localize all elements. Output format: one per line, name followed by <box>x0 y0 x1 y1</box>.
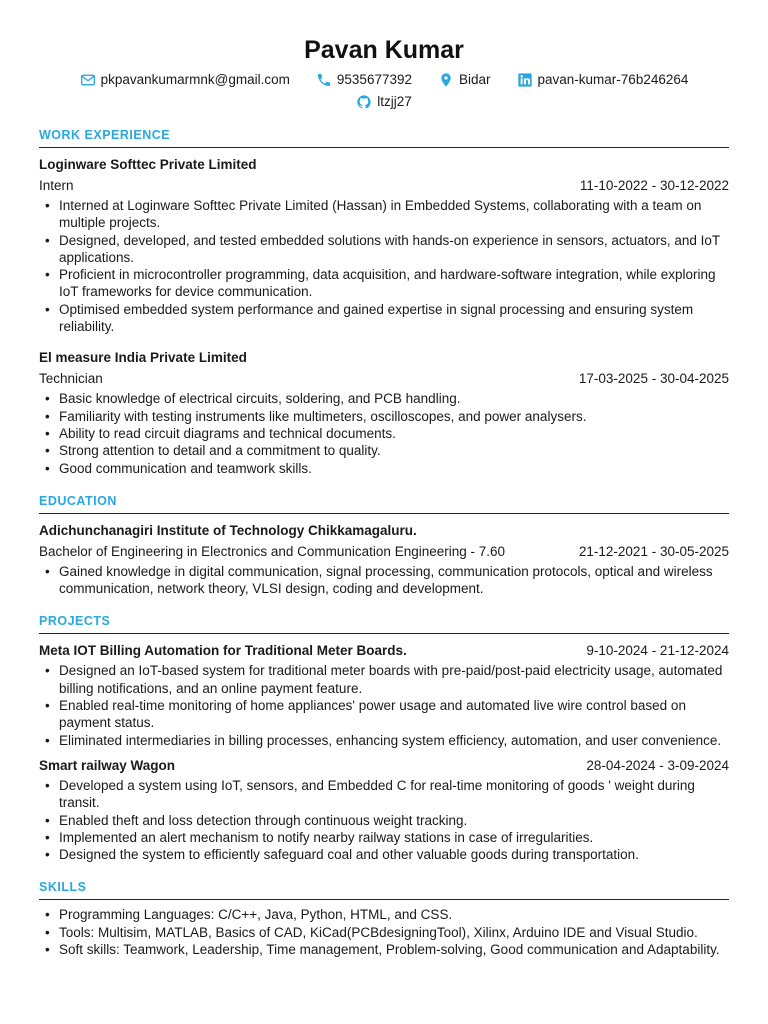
project-name: Meta IOT Billing Automation for Traditional Meter Boards. <box>39 643 407 659</box>
section-title-projects: PROJECTS <box>39 613 729 634</box>
list-item: • Strong attention to detail and a commitment to quality. <box>59 442 729 459</box>
work-entry <box>39 349 729 476</box>
project-dates: 9-10-2024 - 21-12-2024 <box>586 643 729 659</box>
envelope-icon <box>80 72 96 88</box>
list-item: • Tools: Multisim, MATLAB, Basics of CAD, KiCad(PCBdesigningTool), Xilinx, Arduino IDE and Visual Studio. <box>59 924 729 941</box>
list-item: • Developed a system using IoT, sensors, and Embedded C for real-time monitoring of goods ' weight during transit. <box>59 777 729 812</box>
email-text: pkpavankumarmnk@gmail.com <box>100 72 290 87</box>
bullet-list <box>39 563 729 598</box>
list-item: • Good communication and teamwork skills. <box>59 460 729 477</box>
linkedin-text: pavan-kumar-76b246264 <box>537 72 689 87</box>
job-dates: 17-03-2025 - 30-04-2025 <box>578 371 729 387</box>
list-item: • Interned at Loginware Softtec Private Limited (Hassan) in Embedded Systems, collaborating with a team on multiple projects. <box>59 197 729 232</box>
company-name: El measure India Private Limited <box>39 350 247 366</box>
education-dates: 21-12-2021 - 30-05-2025 <box>578 543 729 559</box>
company-name: Loginware Softtec Private Limited <box>39 157 257 172</box>
work-experience-section <box>39 127 729 477</box>
education-entry <box>39 522 729 598</box>
section-title-education: EDUCATION <box>39 493 729 514</box>
skills-section <box>39 879 729 958</box>
list-item: • Familiarity with testing instruments like multimeters, oscilloscopes, and power analysers. <box>59 408 729 425</box>
work-entry <box>39 156 729 335</box>
job-dates: 11-10-2022 - 30-12-2022 <box>579 178 729 193</box>
list-item: • Designed the system to efficiently safeguard coal and other valuable goods during transportation. <box>59 846 729 863</box>
institution-name: Adichunchanagiri Institute of Technology Chikkamagaluru. <box>39 522 417 538</box>
list-item: • Gained knowledge in digital communication, signal processing, communication protocols, optical and wireless communication, network theory, VLSI design, coding and development. <box>59 563 729 598</box>
list-item: • Ability to read circuit diagrams and technical documents. <box>59 425 729 442</box>
education-section <box>39 493 729 598</box>
list-item: • Enabled real-time monitoring of home appliances' power usage and automated live wire control based on payment status. <box>59 697 729 732</box>
project-entry <box>39 757 729 863</box>
project-entry <box>39 642 729 748</box>
job-role: Technician <box>39 371 103 387</box>
bullet-list <box>39 662 729 748</box>
phone-text: 9535677392 <box>336 72 412 87</box>
github-icon <box>356 94 372 110</box>
contact-github[interactable] <box>356 93 412 111</box>
list-item: • Enabled theft and loss detection through continuous weight tracking. <box>59 812 729 829</box>
contact-phone[interactable] <box>316 71 412 89</box>
bullet-list <box>39 197 729 335</box>
project-dates: 28-04-2024 - 3-09-2024 <box>586 757 729 773</box>
location-text: Bidar <box>459 72 491 87</box>
github-text: ltzjj27 <box>377 94 412 109</box>
project-name: Smart railway Wagon <box>39 757 176 773</box>
section-title-skills: SKILLS <box>39 879 729 900</box>
section-title-work: WORK EXPERIENCE <box>39 127 729 148</box>
list-item: • Designed an IoT-based system for traditional meter boards with pre-paid/post-paid electricity usage, automated billing notifications, and an online payment feature. <box>59 662 729 697</box>
list-item: • Programming Languages: C/C++, Java, Python, HTML, and CSS. <box>59 906 729 923</box>
list-item: • Eliminated intermediaries in billing processes, enhancing system efficiency, automation, and user convenience. <box>59 732 729 749</box>
bullet-list <box>39 390 729 476</box>
projects-section <box>39 613 729 863</box>
list-item: • Implemented an alert mechanism to notify nearby railway stations in case of irregularities. <box>59 829 729 846</box>
contact-bar <box>39 71 729 111</box>
bullet-list <box>39 906 729 958</box>
contact-email[interactable] <box>80 71 290 89</box>
phone-icon <box>316 72 332 88</box>
candidate-name: Pavan Kumar <box>304 36 464 64</box>
list-item: • Proficient in microcontroller programming, data acquisition, and hardware-software integration, while exploring IoT frameworks for device communication. <box>59 266 729 301</box>
contact-location <box>438 71 491 89</box>
contact-linkedin[interactable] <box>517 71 689 89</box>
degree-text: Bachelor of Engineering in Electronics and Communication Engineering - 7.60 <box>39 543 506 559</box>
bullet-list <box>39 777 729 863</box>
list-item: • Soft skills: Teamwork, Leadership, Time management, Problem-solving, Good communication and Adaptability. <box>59 941 729 958</box>
map-pin-icon <box>438 72 454 88</box>
linkedin-icon <box>517 72 533 88</box>
list-item: • Optimised embedded system performance and gained expertise in signal processing and ensuring system reliability. <box>59 301 729 336</box>
job-role: Intern <box>39 178 74 193</box>
list-item: • Basic knowledge of electrical circuits, soldering, and PCB handling. <box>59 390 729 407</box>
list-item: • Designed, developed, and tested embedded solutions with hands-on experience in sensors, actuators, and IoT applications. <box>59 232 729 267</box>
